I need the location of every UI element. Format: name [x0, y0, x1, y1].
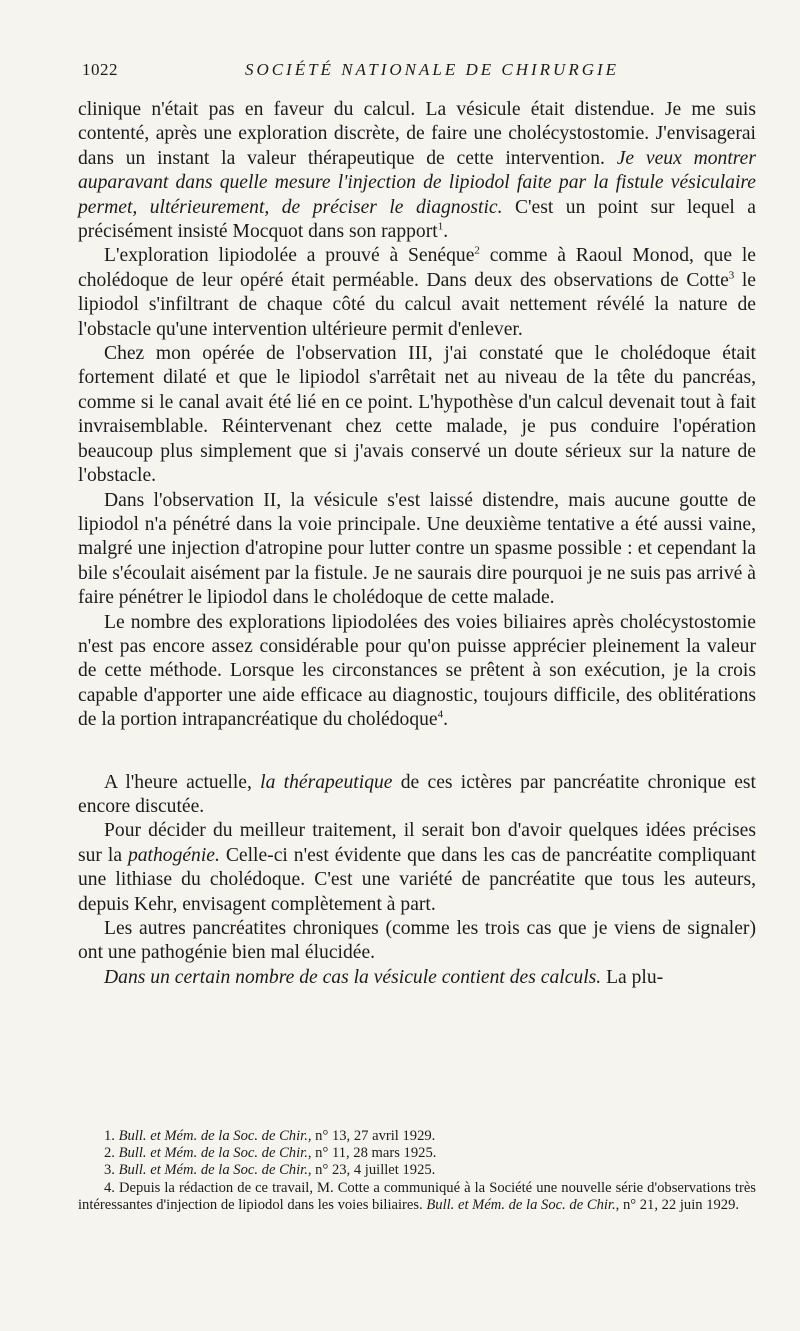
paragraph-2	[78, 244, 756, 342]
footnote-ref-2: 2	[474, 244, 480, 257]
text-run: 3.	[104, 1162, 119, 1179]
text-run: 2.	[104, 1145, 119, 1162]
paragraph-7	[78, 819, 756, 917]
text-run: 4. Depuis la rédaction de ce travail, M. Cotte a communiqué à la Société une nouvelle série d'observations très intéressantes d'injection de lipiodol dans les voies biliaires.	[78, 1179, 756, 1213]
text-run: , n° 21, 22 juin 1929.	[615, 1196, 740, 1213]
text-run: .	[443, 709, 449, 731]
italic-run: Bull. et Mém. de la Soc. de Chir.	[118, 1145, 308, 1162]
italic-run: Bull. et Mém. de la Soc. de Chir.	[118, 1128, 308, 1144]
footnote-ref-4: 4	[437, 708, 444, 721]
paragraph-1	[78, 98, 756, 244]
italic-run: pathogénie.	[127, 844, 220, 866]
text-run: de ces ictères par pancréatite chronique est encore discutée.	[78, 771, 756, 817]
paragraph-5	[78, 611, 756, 733]
italic-run: Bull. et Mém. de la Soc. de Chir.	[118, 1162, 308, 1179]
page-number: 1022	[82, 60, 118, 79]
italic-run: la thérapeutique	[260, 771, 393, 793]
footnote-2	[78, 1145, 756, 1162]
footnote-1	[78, 1128, 756, 1145]
text-run: , n° 13, 27 avril 1929.	[307, 1128, 436, 1144]
footnote-ref-1: 1	[437, 220, 444, 233]
text-run: La plu-	[601, 966, 664, 988]
text-run: Celle-ci n'est évidente que dans les cas de pancréatite compliquant une lithiase du cholédoque. C'est une variété de pancréatite que tous les auteurs, depuis Kehr, envisagent complètement à part.	[78, 844, 756, 915]
text-run: Le nombre des explorations lipiodolées des voies biliaires après cholécystostomie n'est pas encore assez considérable pour qu'on puisse apprécier pleinement la valeur de cette méthode. Lorsque les circonstances se prêtent à son exécution, je la crois capable d'apporter une aide efficace au diagnostic, toujours difficile, des oblitérations de la portion intrapancréatique du cholédoque	[78, 611, 756, 731]
paragraph-6	[78, 771, 756, 820]
text-run: clinique n'était pas en faveur du calcul. La vésicule était distendue. Je me suis contenté, après une exploration discrète, de faire une cholécystostomie. J'envisagerai dans un instant la valeur thérapeutique de cette intervention.	[78, 99, 756, 169]
italic-run: Dans un certain nombre de cas la vésicule contient des calculs.	[104, 966, 602, 988]
footnote-ref-3: 3	[728, 269, 735, 282]
main-text	[78, 98, 756, 990]
paragraph-3: Chez mon opérée de l'observation III, j'ai constaté que le cholédoque était fortement dilaté et que le lipiodol s'arrêtait net au niveau de la tête du pancréas, comme si le canal avait été lié en ce point. L'hypothèse d'un calcul devenait tout à fait invraisemblable. Réintervenant chez cette malade, je pus conduire l'opération beaucoup plus simplement que si j'avais conservé un doute sérieux sur la nature de l'obstacle.	[78, 343, 756, 487]
text-run: .	[443, 221, 449, 243]
paragraph-9	[78, 966, 756, 990]
text-run: 1.	[104, 1128, 119, 1144]
text-run: , n° 11, 28 mars 1925.	[307, 1145, 437, 1162]
running-head: SOCIÉTÉ NATIONALE DE CHIRURGIE	[244, 60, 620, 79]
text-run: le lipiodol s'infiltrant de chaque côté du calcul avait nettement révélé la nature de l'obstacle qu'une intervention ultérieure permit d'enlever.	[78, 269, 756, 340]
text-run: C'est un point sur lequel a précisément insisté Mocquot dans son rapport	[78, 196, 756, 243]
footnote-4	[78, 1180, 756, 1214]
paragraph-8: Les autres pancréatites chroniques (comme les trois cas que je viens de signaler) ont une pathogénie bien mal élucidée.	[78, 918, 756, 964]
italic-run: Je veux montrer auparavant dans quelle mesure l'injection de lipiodol faite par la fistule vésiculaire permet, ultérieurement, de préciser le diagnostic.	[78, 147, 757, 218]
footnote-3	[78, 1162, 756, 1179]
footnotes	[78, 1128, 756, 1214]
text-run: Pour décider du meilleur traitement, il serait bon d'avoir quelques idées précises sur la	[78, 820, 756, 866]
page-header	[82, 60, 722, 82]
text-run: L'exploration lipiodolée a prouvé à Senéque	[104, 245, 475, 267]
text-run: A l'heure actuelle,	[104, 771, 261, 793]
paragraph-4: Dans l'observation II, la vésicule s'est laissé distendre, mais aucune goutte de lipiodol n'a pénétré dans la voie principale. Une deuxième tentative a été aussi vaine, malgré une injection d'atropine pour lutter contre un spasme possible : et cependant la bile s'écoulait aisément par la fistule. Je ne saurais dire pourquoi je ne suis pas arrivé à faire pénétrer le lipiodol dans le cholédoque de cette malade.	[78, 489, 756, 609]
text-run: , n° 23, 4 juillet 1925.	[307, 1162, 436, 1179]
text-run: comme à Raoul Monod, que le cholédoque de leur opéré était perméable. Dans deux des observations de Cotte	[78, 245, 756, 291]
italic-run: Bull. et Mém. de la Soc. de Chir.	[426, 1196, 616, 1213]
